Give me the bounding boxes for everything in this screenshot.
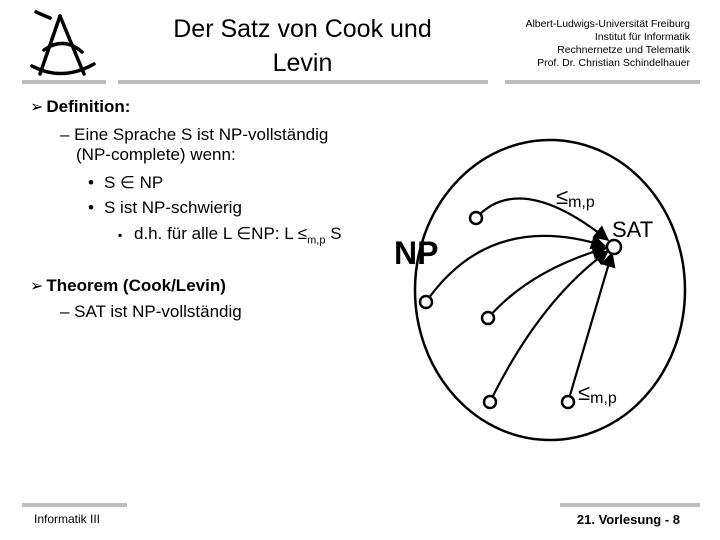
header-divider (22, 80, 106, 84)
header-divider (118, 80, 488, 84)
institution-line: Albert-Ludwigs-Universität Freiburg (525, 18, 690, 30)
institution-line: Prof. Dr. Christian Schindelhauer (537, 57, 690, 69)
dot-bullet-icon: • (88, 198, 94, 217)
language-node (484, 396, 496, 408)
footer-divider (22, 503, 127, 507)
theorem-heading: ➢ Theorem (Cook/Levin) (30, 276, 226, 295)
footer-course: Informatik III (34, 512, 101, 526)
np-set-circle (415, 140, 685, 440)
square-bullet-icon: ▪ (118, 228, 123, 242)
arrow-bullet-icon: ➢ (30, 97, 44, 116)
reduction-label-top: ≤m,p (556, 184, 595, 211)
np-reduction-diagram (380, 130, 700, 500)
np-label: NP (394, 235, 439, 271)
sat-label: SAT (612, 217, 654, 242)
language-node (470, 212, 482, 224)
slide-title: Der Satz von Cook und Levin (173, 15, 432, 77)
reduction-arrow (488, 248, 606, 318)
institution-line: Rechnernetze und Telematik (557, 44, 690, 56)
language-node (482, 312, 494, 324)
arrow-bullet-icon: ➢ (30, 276, 44, 295)
definition-heading: ➢ Definition: (30, 97, 131, 116)
university-logo (22, 8, 106, 82)
footer-divider (560, 503, 700, 507)
institution-line: Institut für Informatik (594, 31, 690, 43)
footer-page-number: 21. Vorlesung - 8 (576, 512, 680, 527)
definition-item: – Eine Sprache S ist NP-vollständig (NP-complete) wenn: (60, 125, 329, 164)
header-divider (505, 80, 700, 84)
language-node (562, 396, 574, 408)
language-node (420, 296, 432, 308)
institution-info (525, 18, 690, 70)
definition-subsubitem: ▪ d.h. für alle L ∈NP: $L \le_{m,p}$ S (118, 224, 342, 247)
reduction-label-bottom: ≤m,p (578, 380, 617, 407)
theorem-item: – SAT ist NP-vollständig (60, 302, 242, 321)
definition-subitem: • S ist NP-schwierig (88, 198, 242, 217)
definition-subitem: • S ∈ NP (88, 173, 164, 192)
dot-bullet-icon: • (88, 173, 94, 192)
sat-node (607, 240, 621, 254)
